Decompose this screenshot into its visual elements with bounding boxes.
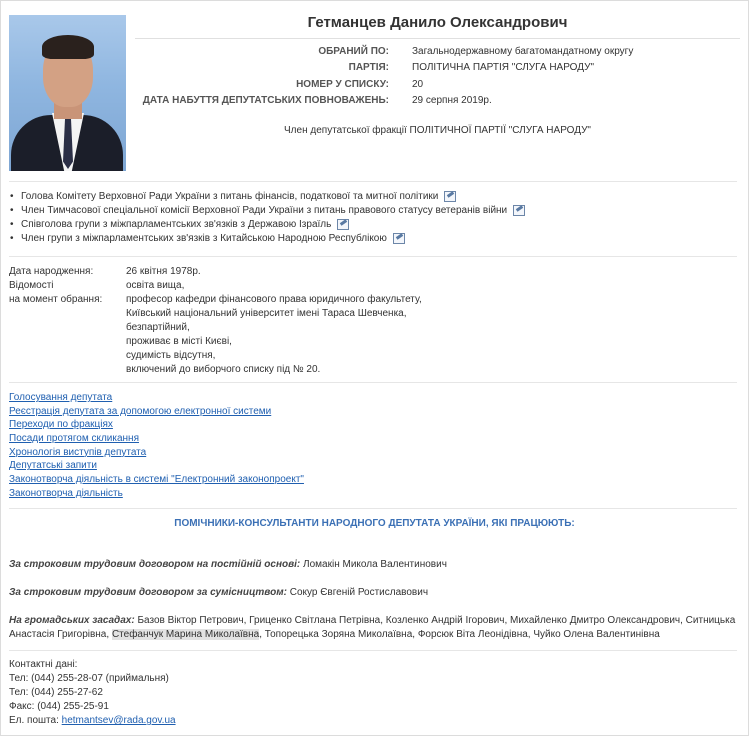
link-legislative[interactable]: Законотворча діяльність (9, 487, 123, 499)
assistants-parttime-value: Сокур Євгеній Ростиславович (289, 587, 429, 598)
email-label: Ел. пошта: (9, 715, 59, 726)
section-divider (9, 650, 737, 651)
info-label: ДАТА НАБУТТЯ ДЕПУТАТСЬКИХ ПОВНОВАЖЕНЬ: (142, 95, 389, 106)
contact-phone: Тел: (044) 255-28-07 (приймальня) (9, 673, 169, 684)
section-divider (9, 181, 737, 182)
bio-line: судимість відсутня, (126, 350, 216, 361)
info-row-party (135, 62, 740, 76)
contact-email-row (9, 714, 176, 728)
email-link[interactable]: hetmantsev@rada.gov.ua (61, 715, 176, 726)
assistants-permanent (9, 558, 737, 572)
link-inquiries[interactable]: Депутатські запити (9, 460, 97, 472)
link-votes[interactable]: Голосування депутата (9, 392, 113, 403)
deputy-photo (9, 15, 126, 171)
bio-line: безпартійний, (126, 322, 190, 333)
edit-icon[interactable] (337, 219, 349, 230)
link-positions[interactable]: Посади протягом скликання (9, 433, 139, 445)
link-e-bill[interactable]: Законотворча діяльність в системі "Електронний законопроект" (9, 474, 304, 486)
assistants-permanent-value: Ломакін Микола Валентинович (303, 559, 447, 570)
bio-line: професор кафедри фінансового права юридичного факультету, (126, 294, 422, 305)
info-label: ОБРАНИЙ ПО: (318, 46, 389, 57)
post-label: Член Тимчасової спеціальної комісії Верховної Ради України з питань правового статусу ветеранів війни (21, 205, 508, 216)
post-label: Співголова групи з міжпарламентських зв'язків з Державою Ізраїль (21, 219, 332, 230)
edit-icon[interactable] (393, 233, 405, 244)
link-faction-changes[interactable]: Переходи по фракціях (9, 419, 113, 431)
deputy-links (9, 391, 304, 501)
bio-line: включений до виборчого списку під № 20. (126, 364, 321, 375)
bio-info-label: на момент обрання: (9, 294, 103, 305)
post-item (9, 232, 525, 246)
post-item (9, 204, 525, 218)
assistants-public-label: На громадських засадах: (9, 615, 135, 626)
section-divider (9, 508, 737, 509)
post-label: Голова Комітету Верховної Ради України з питань фінансів, податкової та митної політики (21, 191, 439, 202)
section-divider (9, 382, 737, 383)
info-value: Загальнодержавному багатомандатному округу (412, 46, 634, 57)
assistants-permanent-label: За строковим трудовим договором на постійній основі: (9, 559, 301, 570)
post-label: Член групи з міжпарламентських зв'язків з Китайською Народною Республікою (21, 233, 387, 244)
info-row-term-start (135, 95, 740, 109)
link-registration[interactable]: Реєстрація депутата за допомогою електронної системи (9, 405, 272, 417)
bio-line: проживає в місті Києві, (126, 336, 232, 347)
edit-icon[interactable] (444, 191, 456, 202)
info-value: 29 серпня 2019р. (412, 95, 492, 106)
bio-line: освіта вища, (126, 280, 185, 291)
posts-list (9, 190, 525, 246)
contact-phone: Тел: (044) 255-27-62 (9, 687, 103, 698)
name-divider (135, 38, 740, 39)
assistants-parttime-label: За строковим трудовим договором за сумісництвом: (9, 587, 287, 598)
link-speeches[interactable]: Хронологія виступів депутата (9, 446, 147, 458)
contacts-heading: Контактні дані: (9, 659, 78, 670)
faction-membership: Член депутатської фракції ПОЛІТИЧНОЇ ПАРТІЇ "СЛУГА НАРОДУ" (284, 125, 591, 136)
info-row-list-number (135, 79, 740, 93)
info-value: 20 (412, 79, 424, 90)
assistants-public (9, 614, 737, 642)
section-divider (9, 256, 737, 257)
info-value: ПОЛІТИЧНА ПАРТІЯ "СЛУГА НАРОДУ" (412, 62, 595, 73)
assistants-title: ПОМІЧНИКИ-КОНСУЛЬТАНТИ НАРОДНОГО ДЕПУТАТА УКРАЇНИ, ЯКІ ПРАЦЮЮТЬ: (174, 518, 575, 529)
assistants-public-list: , Топорецька Зоряна Миколаївна, Форсюк Віта Леонідівна, Чуйко Олена Валентинівна (259, 629, 660, 640)
contacts (9, 658, 176, 728)
bio-info-label: Відомості (9, 280, 54, 291)
post-item (9, 190, 525, 204)
deputy-name: Гетманцев Данило Олександрович (307, 14, 568, 31)
assistants-public-list: Базов Віктор Петрович, Гриценко Світлана Петрівна, Козленко Андрій Ігорович, Михайленко Дмитро Олександрович, Ситницька Анастасія Григорівна, (9, 615, 736, 640)
contact-fax: Факс: (044) 255-25-91 (9, 701, 109, 712)
assistant-highlighted: Стефанчук Марина Миколаївна (111, 629, 260, 640)
info-row-elected (135, 46, 740, 60)
post-item (9, 218, 525, 232)
info-label: ПАРТІЯ: (348, 62, 389, 73)
edit-icon[interactable] (513, 205, 525, 216)
assistants-parttime (9, 586, 737, 600)
info-label: НОМЕР У СПИСКУ: (296, 79, 389, 90)
birth-date-label: Дата народження: (9, 266, 94, 277)
birth-date-value: 26 квітня 1978р. (126, 266, 201, 277)
bio-line: Київський національний університет імені Тараса Шевченка, (126, 308, 407, 319)
